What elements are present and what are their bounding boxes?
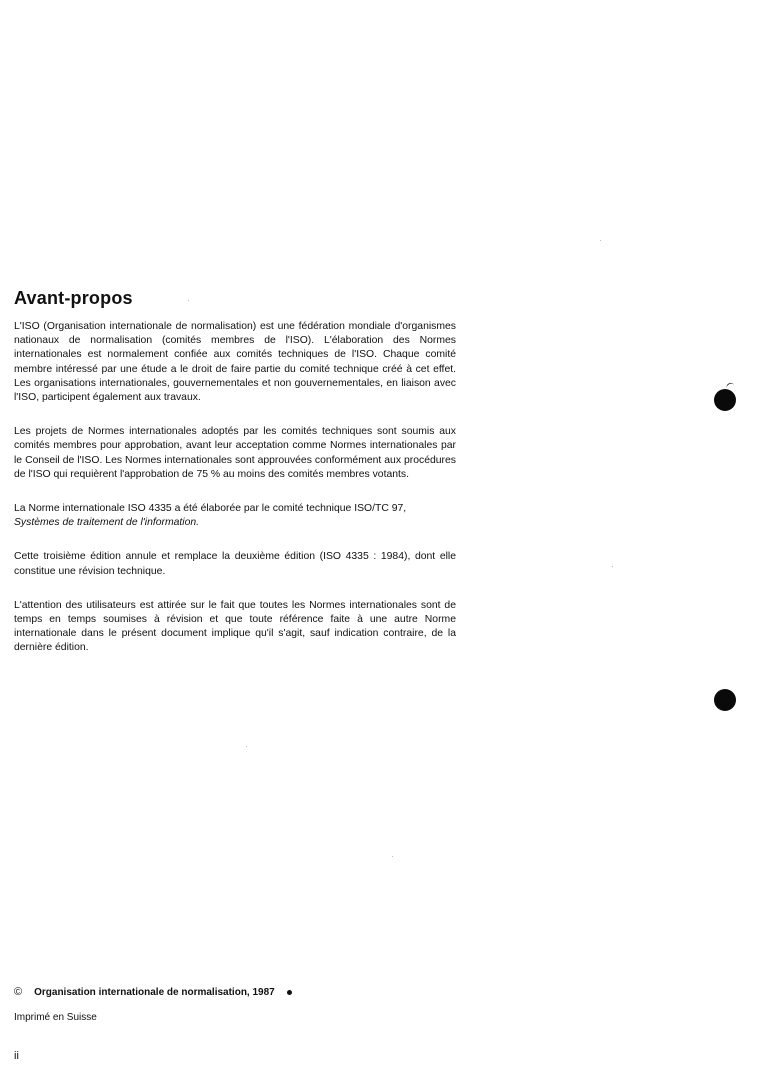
copyright-line [14, 986, 292, 998]
printed-in: Imprimé en Suisse [14, 1012, 97, 1023]
page-number: ii [14, 1050, 19, 1062]
copyright-icon: © [14, 986, 23, 998]
copyright-organisation: Organisation internationale de normalisation, 1987 [34, 986, 275, 998]
page-heading: Avant-propos [14, 288, 133, 308]
punch-hole-mark [714, 389, 736, 411]
paragraph-draft-standards: Les projets de Normes internationales adoptés par les comités techniques sont soumis aux comités membres pour approbation, avant leur acceptation comme Normes internationales par le Conseil de l'ISO. Les Normes internationales sont approuvées conformément aux procédures de l'ISO qui requièrent l'approbation de 75 % au moins des comités membres votants. [14, 426, 456, 480]
paragraph-iso-intro: L'ISO (Organisation internationale de normalisation) est une fédération mondiale d'organismes nationaux de normalisation (comités membres de l'ISO). L'élaboration des Normes internationales est normalement confiée aux comités techniques de l'ISO. Chaque comité membre intéressé par une étude a le droit de faire partie du comité technique créé à cet effet. Les organisations internationales, gouvernementales et non gouvernementales, en liaison avec l'ISO, participent également aux travaux. [14, 321, 456, 404]
paragraph-edition: Cette troisième édition annule et remplace la deuxième édition (ISO 4335 : 1984), dont elle constitue une révision technique. [14, 551, 456, 577]
scan-speck [612, 566, 613, 567]
bullet-dot-icon [287, 990, 292, 995]
scan-speck [246, 746, 247, 747]
tc-title: Systèmes de traitement de l'information. [14, 517, 200, 529]
scan-speck [188, 300, 189, 301]
scan-speck [392, 856, 393, 857]
punch-hole-mark [714, 689, 736, 711]
pen-mark [725, 382, 734, 390]
foreword-body [14, 320, 456, 676]
scan-speck [600, 240, 601, 241]
tc-text: La Norme internationale ISO 4335 a été élaborée par le comité technique ISO/TC 97, [14, 503, 407, 515]
paragraph-revision-notice: L'attention des utilisateurs est attirée sur le fait que toutes les Normes internationales sont de temps en temps soumises à révision et que toute référence faite à une autre Norme internationale dans le présent document implique qu'il s'agit, sauf indication contraire, de la dernière édition. [14, 599, 456, 654]
paragraph-technical-committee [14, 502, 456, 530]
